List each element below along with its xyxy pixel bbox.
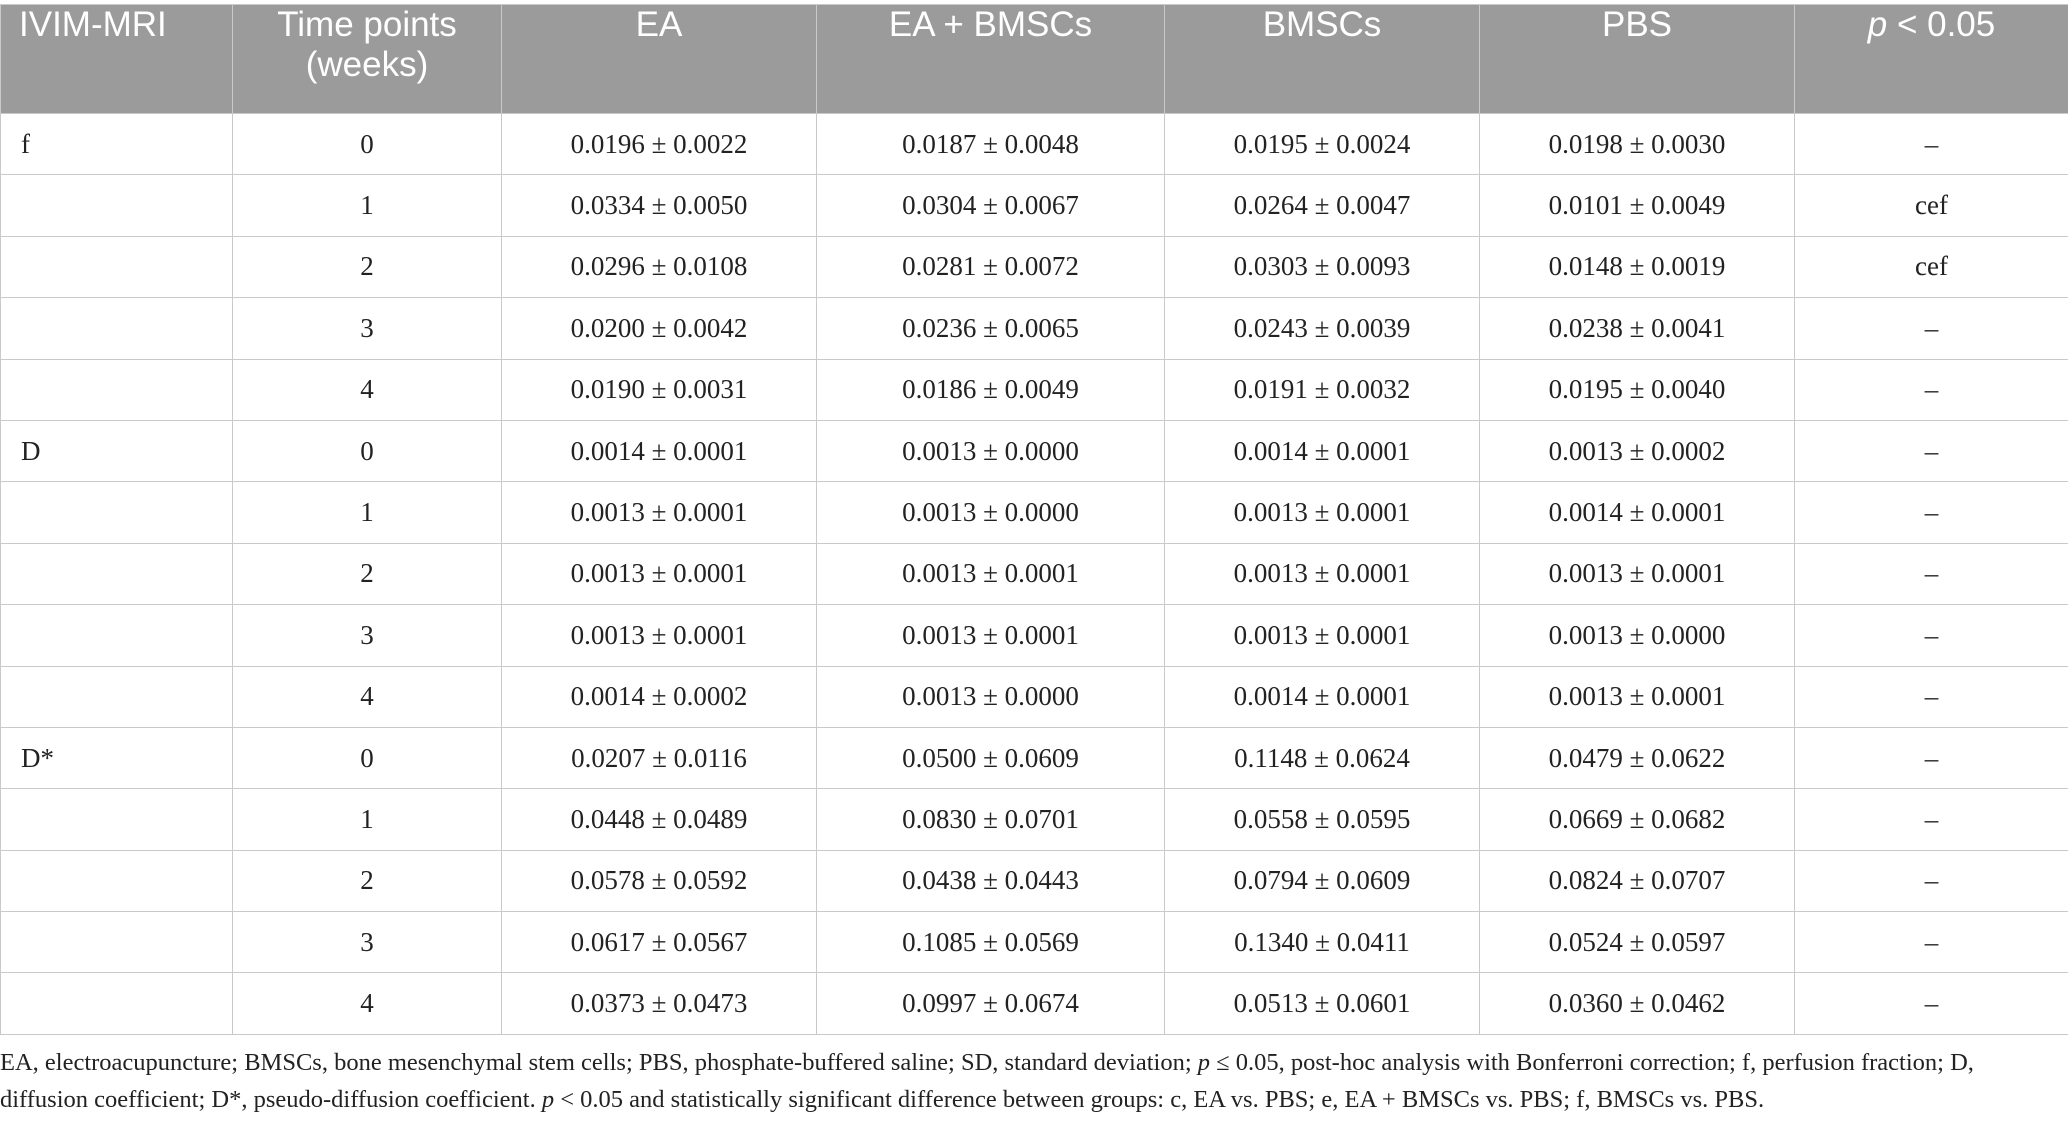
pbs-value-cell: 0.0238 ± 0.0041 (1480, 298, 1795, 359)
ea-bmscs-value-cell: 0.0236 ± 0.0065 (817, 298, 1165, 359)
param-cell: f (1, 114, 233, 175)
significance-cell: – (1795, 605, 2068, 666)
time-point-cell: 2 (233, 850, 502, 911)
significance-cell: – (1795, 727, 2068, 788)
table-row (1, 236, 2068, 297)
param-cell (1, 236, 233, 297)
ea-value-cell: 0.0617 ± 0.0567 (502, 912, 817, 973)
param-cell (1, 912, 233, 973)
pbs-value-cell: 0.0148 ± 0.0019 (1480, 236, 1795, 297)
time-point-cell: 1 (233, 789, 502, 850)
table-row (1, 175, 2068, 236)
ea-bmscs-value-cell: 0.0013 ± 0.0000 (817, 666, 1165, 727)
ea-bmscs-value-cell: 0.0438 ± 0.0443 (817, 850, 1165, 911)
time-point-cell: 4 (233, 973, 502, 1034)
bmscs-value-cell: 0.0264 ± 0.0047 (1165, 175, 1480, 236)
header-time-line2: (weeks) (305, 45, 429, 84)
ea-bmscs-value-cell: 0.0186 ± 0.0049 (817, 359, 1165, 420)
param-cell (1, 359, 233, 420)
param-cell (1, 543, 233, 604)
ea-value-cell: 0.0578 ± 0.0592 (502, 850, 817, 911)
ea-bmscs-value-cell: 0.0013 ± 0.0001 (817, 543, 1165, 604)
param-cell (1, 850, 233, 911)
bmscs-value-cell: 0.0195 ± 0.0024 (1165, 114, 1480, 175)
pbs-value-cell: 0.0013 ± 0.0001 (1480, 666, 1795, 727)
footnote-p-symbol-1: p (1197, 1049, 1210, 1076)
table-row (1, 727, 2068, 788)
significance-cell: – (1795, 666, 2068, 727)
significance-cell: cef (1795, 236, 2068, 297)
time-point-cell: 3 (233, 605, 502, 666)
bmscs-value-cell: 0.0513 ± 0.0601 (1165, 973, 1480, 1034)
ea-value-cell: 0.0200 ± 0.0042 (502, 298, 817, 359)
header-row (1, 5, 2068, 114)
time-point-cell: 2 (233, 543, 502, 604)
ea-value-cell: 0.0373 ± 0.0473 (502, 973, 817, 1034)
bmscs-value-cell: 0.0794 ± 0.0609 (1165, 850, 1480, 911)
param-cell: D (1, 420, 233, 481)
header-p-symbol: p (1867, 5, 1888, 44)
param-cell (1, 789, 233, 850)
time-point-cell: 4 (233, 666, 502, 727)
ea-bmscs-value-cell: 0.1085 ± 0.0569 (817, 912, 1165, 973)
ea-value-cell: 0.0334 ± 0.0050 (502, 175, 817, 236)
significance-cell: – (1795, 114, 2068, 175)
significance-cell: – (1795, 359, 2068, 420)
table-row (1, 482, 2068, 543)
significance-cell: – (1795, 482, 2068, 543)
ea-bmscs-value-cell: 0.0187 ± 0.0048 (817, 114, 1165, 175)
time-point-cell: 2 (233, 236, 502, 297)
table-footnote (0, 1044, 2060, 1118)
pbs-value-cell: 0.0101 ± 0.0049 (1480, 175, 1795, 236)
pbs-value-cell: 0.0524 ± 0.0597 (1480, 912, 1795, 973)
ea-value-cell: 0.0190 ± 0.0031 (502, 359, 817, 420)
ea-value-cell: 0.0013 ± 0.0001 (502, 605, 817, 666)
table-row (1, 789, 2068, 850)
bmscs-value-cell: 0.0303 ± 0.0093 (1165, 236, 1480, 297)
header-p-threshold: < 0.05 (1887, 5, 1996, 44)
table-row (1, 359, 2068, 420)
significance-cell: – (1795, 543, 2068, 604)
footnote-abbreviations: EA, electroacupuncture; BMSCs, bone mesenchymal stem cells; PBS, phosphate-buffered saline; SD, standard deviation; (0, 1049, 1198, 1076)
significance-cell: – (1795, 420, 2068, 481)
ea-value-cell: 0.0207 ± 0.0116 (502, 727, 817, 788)
pbs-value-cell: 0.0195 ± 0.0040 (1480, 359, 1795, 420)
footnote-p-symbol-2: p (541, 1086, 555, 1113)
table-row (1, 850, 2068, 911)
ea-value-cell: 0.0014 ± 0.0002 (502, 666, 817, 727)
time-point-cell: 1 (233, 175, 502, 236)
param-cell (1, 175, 233, 236)
pbs-value-cell: 0.0013 ± 0.0000 (1480, 605, 1795, 666)
significance-cell: cef (1795, 175, 2068, 236)
table-row (1, 420, 2068, 481)
significance-cell: – (1795, 298, 2068, 359)
time-point-cell: 1 (233, 482, 502, 543)
bmscs-value-cell: 0.0014 ± 0.0001 (1165, 666, 1480, 727)
param-cell (1, 605, 233, 666)
pbs-value-cell: 0.0669 ± 0.0682 (1480, 789, 1795, 850)
bmscs-value-cell: 0.0191 ± 0.0032 (1165, 359, 1480, 420)
ea-bmscs-value-cell: 0.0013 ± 0.0001 (817, 605, 1165, 666)
pbs-value-cell: 0.0198 ± 0.0030 (1480, 114, 1795, 175)
header-bmscs: BMSCs (1165, 5, 1480, 114)
results-table-container (0, 4, 2068, 1035)
pbs-value-cell: 0.0824 ± 0.0707 (1480, 850, 1795, 911)
pbs-value-cell: 0.0014 ± 0.0001 (1480, 482, 1795, 543)
header-ea: EA (502, 5, 817, 114)
ea-value-cell: 0.0448 ± 0.0489 (502, 789, 817, 850)
pbs-value-cell: 0.0013 ± 0.0001 (1480, 543, 1795, 604)
bmscs-value-cell: 0.1148 ± 0.0624 (1165, 727, 1480, 788)
pbs-value-cell: 0.0360 ± 0.0462 (1480, 973, 1795, 1034)
significance-cell: – (1795, 789, 2068, 850)
ea-bmscs-value-cell: 0.0304 ± 0.0067 (817, 175, 1165, 236)
pbs-value-cell: 0.0013 ± 0.0002 (1480, 420, 1795, 481)
table-body (1, 114, 2068, 1035)
table-row (1, 912, 2068, 973)
time-point-cell: 3 (233, 912, 502, 973)
bmscs-value-cell: 0.0243 ± 0.0039 (1165, 298, 1480, 359)
ea-bmscs-value-cell: 0.0013 ± 0.0000 (817, 420, 1165, 481)
footnote-definitions: ≤ 0.05, post-hoc analysis with Bonferroni correction; f, perfusion fraction; D, diffusion coefficient; D*, pseudo-diffusion coefficient. (0, 1049, 1974, 1113)
ea-bmscs-value-cell: 0.0281 ± 0.0072 (817, 236, 1165, 297)
table-row (1, 605, 2068, 666)
bmscs-value-cell: 0.0013 ± 0.0001 (1165, 482, 1480, 543)
ea-value-cell: 0.0296 ± 0.0108 (502, 236, 817, 297)
pbs-value-cell: 0.0479 ± 0.0622 (1480, 727, 1795, 788)
header-time-line1: Time points (277, 5, 457, 44)
header-ivim-mri: IVIM-MRI (1, 5, 233, 114)
ea-value-cell: 0.0013 ± 0.0001 (502, 482, 817, 543)
significance-cell: – (1795, 973, 2068, 1034)
bmscs-value-cell: 0.0013 ± 0.0001 (1165, 605, 1480, 666)
bmscs-value-cell: 0.1340 ± 0.0411 (1165, 912, 1480, 973)
table-row (1, 298, 2068, 359)
ea-value-cell: 0.0196 ± 0.0022 (502, 114, 817, 175)
time-point-cell: 0 (233, 114, 502, 175)
header-time-points (233, 5, 502, 114)
table-row (1, 666, 2068, 727)
table-row (1, 114, 2068, 175)
table-row (1, 543, 2068, 604)
ea-bmscs-value-cell: 0.0500 ± 0.0609 (817, 727, 1165, 788)
header-p-value (1795, 5, 2068, 114)
param-cell (1, 482, 233, 543)
time-point-cell: 0 (233, 420, 502, 481)
time-point-cell: 3 (233, 298, 502, 359)
ea-bmscs-value-cell: 0.0013 ± 0.0000 (817, 482, 1165, 543)
header-pbs: PBS (1480, 5, 1795, 114)
bmscs-value-cell: 0.0013 ± 0.0001 (1165, 543, 1480, 604)
significance-cell: – (1795, 850, 2068, 911)
significance-cell: – (1795, 912, 2068, 973)
ea-bmscs-value-cell: 0.0997 ± 0.0674 (817, 973, 1165, 1034)
param-cell (1, 666, 233, 727)
footnote-significance: < 0.05 and statistically significant difference between groups: c, EA vs. PBS; e, EA + BMSCs vs. PBS; f, BMSCs vs. PBS. (554, 1086, 1765, 1113)
ivim-results-table (0, 4, 2068, 1035)
time-point-cell: 4 (233, 359, 502, 420)
table-row (1, 973, 2068, 1034)
param-cell (1, 298, 233, 359)
table-header (1, 5, 2068, 114)
ea-bmscs-value-cell: 0.0830 ± 0.0701 (817, 789, 1165, 850)
bmscs-value-cell: 0.0558 ± 0.0595 (1165, 789, 1480, 850)
param-cell (1, 973, 233, 1034)
bmscs-value-cell: 0.0014 ± 0.0001 (1165, 420, 1480, 481)
ea-value-cell: 0.0014 ± 0.0001 (502, 420, 817, 481)
time-point-cell: 0 (233, 727, 502, 788)
ea-value-cell: 0.0013 ± 0.0001 (502, 543, 817, 604)
param-cell: D* (1, 727, 233, 788)
header-ea-bmscs: EA + BMSCs (817, 5, 1165, 114)
